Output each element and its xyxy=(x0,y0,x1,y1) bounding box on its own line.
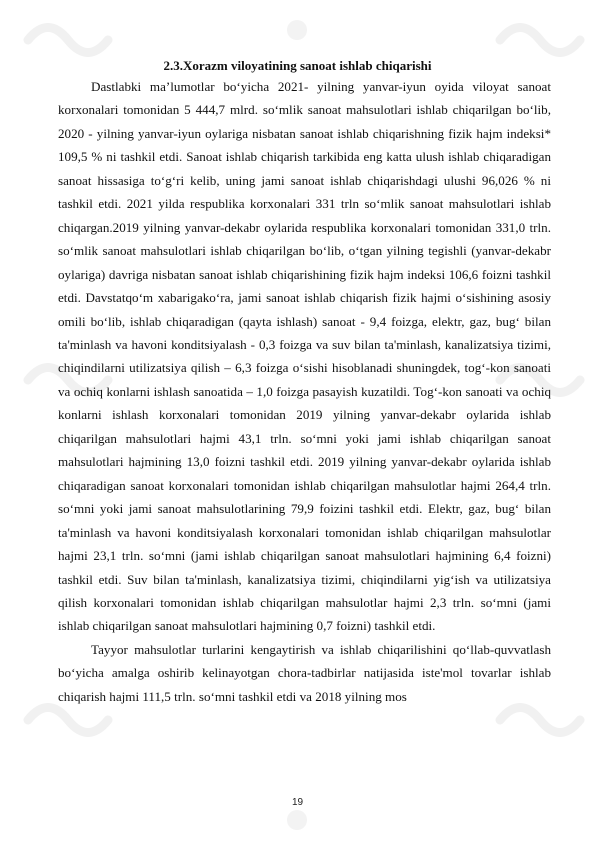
paragraph: Tayyor mahsulotlar turlarini kengaytirish va ishlab chiqarilishini qo‘llab-quvvatlash bo‘yicha amalga oshirib kelinayotgan chora-tadbirlar natijasida iste'mol tovarlar ishlab chiqarish hajmi 111,5 trln. so‘mni tashkil etdi va 2018 yilning mos xyxy=(58,641,551,704)
page-number: 19 xyxy=(291,797,304,808)
paragraph: Dastlabki ma’lumotlar bo‘yicha 2021- yilning yanvar-iyun oyida viloyat sanoat korxonalari tomonidan 5 444,7 mlrd. so‘mlik sanoat mahsulotlari ishlab chiqarilgan bo‘lib, 2020 - yilning yanvar-iyun oylariga nisbatan sanoat ishlab chiqarishning fizik hajm indeksi* 109,5 % ni tashkil etdi. Sanoat ishlab chiqarish tarkibida eng katta ulush ishlab chiqaradigan sanoat hissasiga to‘g‘ri kelib, uning jami sanoat ishlab chiqarishdagi ulushi 96,026 % ni tashkil etdi. 2021 yilda respublika korxonalari 331 trln so‘mlik sanoat mahsulotlari ishlab chiqargan.2019 yilning yanvar-dekabr oylarida respublika korxonalari tomonidan 331,0 trln. so‘mlik sanoat mahsulotlari ishlab chiqarilgan bo‘lib, o‘tgan yilning tegishli (yanvar-dekabr oylariga) davriga nisbatan sanoat ishlab chiqarishining fizik hajm indeksi 106,6 foizni tashkil etdi. Davstatqo‘m xabarigako‘ra, jami sanoat ishlab chiqarish fizik hajmi o‘sishining asosiy omili bo‘lib, ishlab chiqaradigan (qayta ishlash) sanoat - 9,4 foizga, elektr, gaz, bug‘ bilan ta'minlash va havoni konditsiyalash - 0,3 foizga va suv bilan ta'minlash, kanalizatsiya tizimi, chiqindilarni utilizatsiya qilish – 6,3 foizga o‘sishi hisoblanadi shuningdek, tog‘-kon sanoati va ochiq konlarni ishlash sanoatida – 1,0 foizga pasayish kuzatildi. Tog‘-kon sanoati va ochiq konlarni ishlash korxonalari tomonidan 2019 yilning yanvar-dekabr oylarida ishlab chiqarilgan mahsulotlari hajmi 43,1 trln. so‘mni yoki jami ishlab chiqarilgan sanoat mahsulotlari hajmining 13,0 foizni tashkil etdi. 2019 yilning yanvar-dekabr oylarida ishlab chiqaradigan sanoat korxonalari tomonidan ishlab chiqarilgan mahsulotlar hajmi 264,4 trln. so‘mni yoki jami sanoat mahsulotlarining 79,9 foizini tashkil etdi. Elektr, gaz, bug‘ bilan ta'minlash va havoni konditsiyalash korxonalari tomonidan ishlab chiqarilgan mahsulotlar hajmi 23,1 trln. so‘mni (jami ishlab chiqarilgan sanoat mahsulotlari hajmining 6,4 foizni) tashkil etdi. Suv bilan ta'minlash, kanalizatsiya tizimi, chiqindilarni yig‘ish va utilizatsiya qilish korxonalari tomonidan ishlab chiqarilgan mahsulotlar hajmi 2,3 trln. so‘mni (jami ishlab chiqarilgan sanoat mahsulotlari hajmining 0,7 foizni) tashkil etdi. xyxy=(58,79,551,634)
body-text xyxy=(58,75,551,708)
section-heading: 2.3.Xorazm viloyatining sanoat ishlab chiqarishi xyxy=(163,58,432,73)
